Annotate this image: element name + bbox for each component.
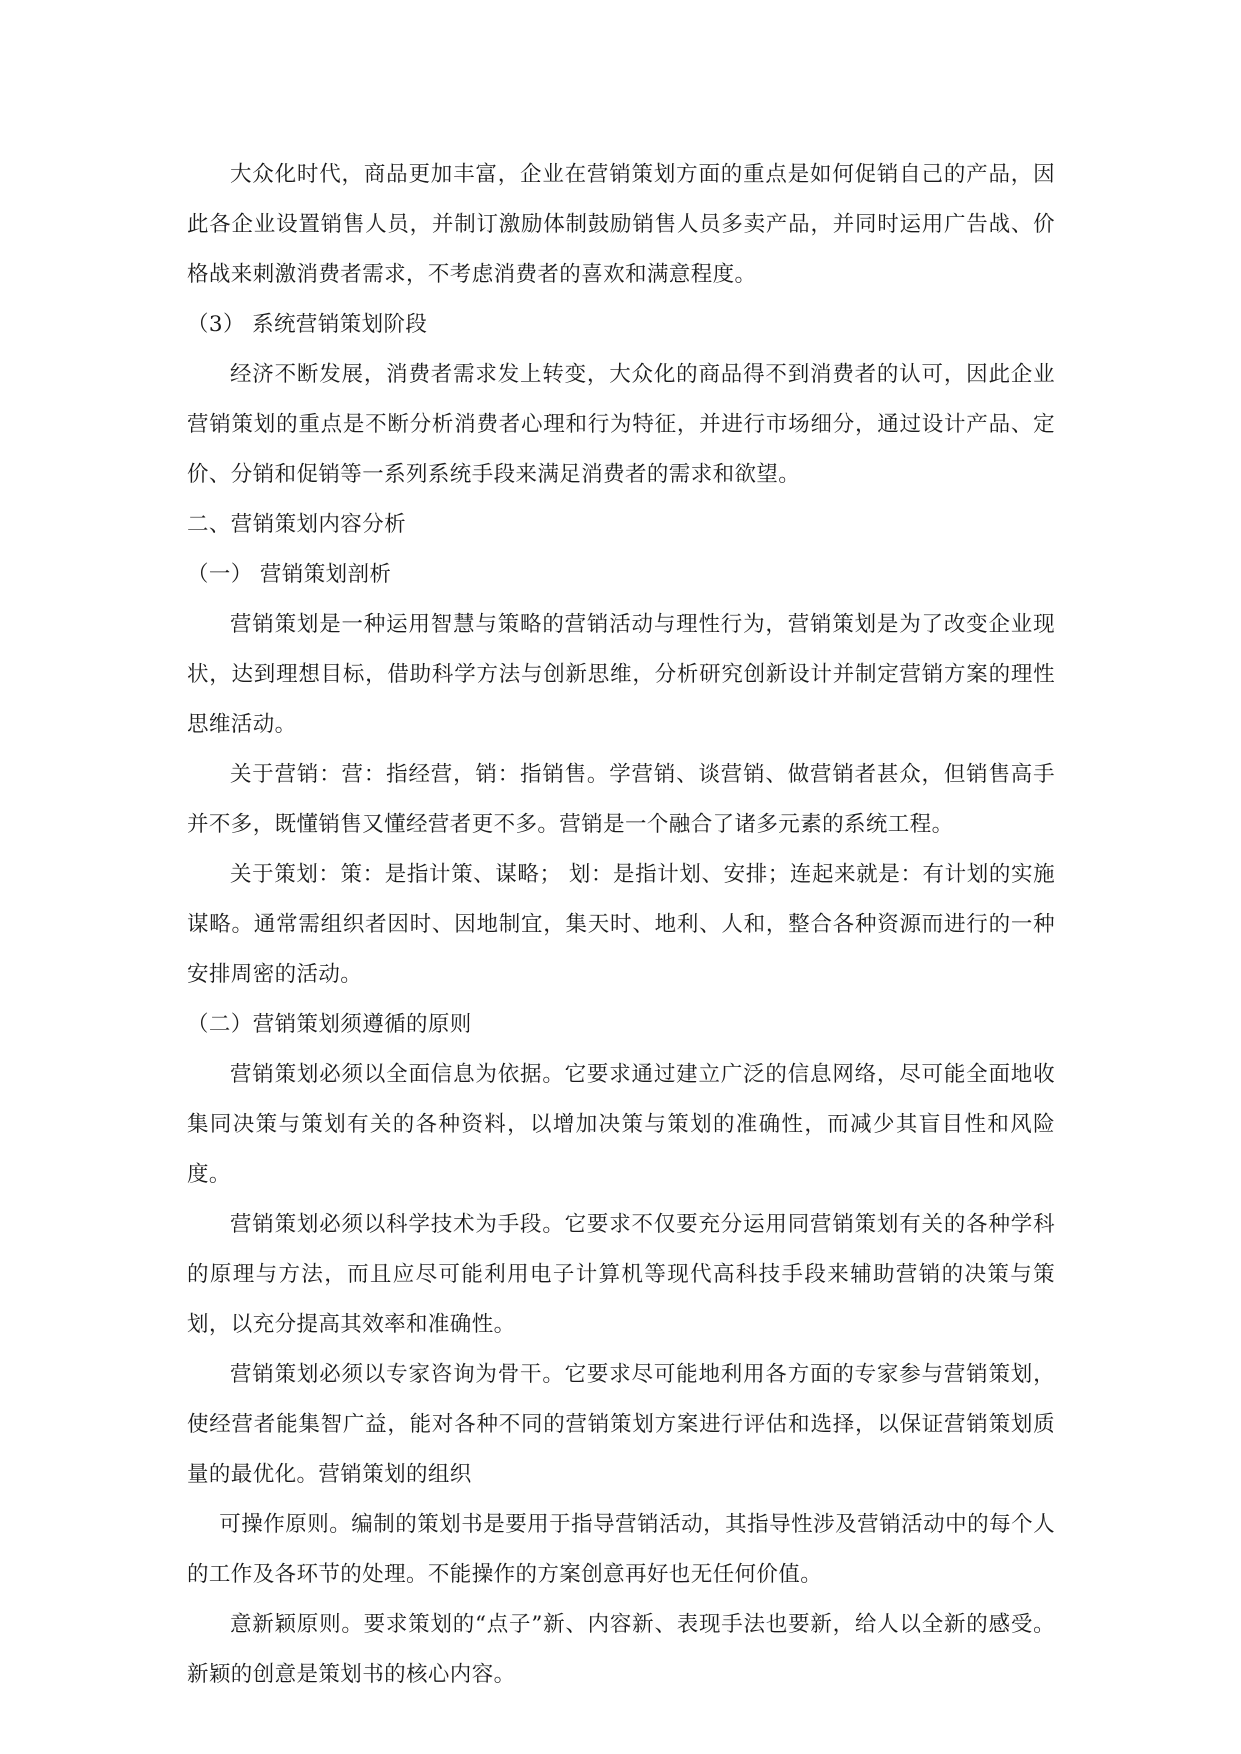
paragraph-mass-era: 大众化时代，商品更加丰富，企业在营销策划方面的重点是如何促销自己的产品，因此各企业设置销售人员，并制订激励体制鼓励销售人员多卖产品，并同时运用广告战、价格战来刺激消费者需求，不考虑消费者的喜欢和满意程度。 [187, 162, 1055, 287]
paragraph-about-marketing: 关于营销：营：指经营，销：指销售。学营销、谈营销、做营销者甚众，但销售高手并不多，既懂销售又懂经营者更不多。营销是一个融合了诸多元素的系统工程。 [187, 762, 1055, 837]
heading-system-marketing-stage: （3） 系统营销策划阶段 [187, 312, 428, 337]
paragraph-principle-experts: 营销策划必须以专家咨询为骨干。它要求尽可能地利用各方面的专家参与营销策划，使经营者能集智广益，能对各种不同的营销策划方案进行评估和选择，以保证营销策划质量的最优化。营销策划的组织 [187, 1362, 1055, 1487]
heading-section-two: 二、营销策划内容分析 [187, 512, 407, 537]
paragraph-principle-operable: 可操作原则。编制的策划书是要用于指导营销活动，其指导性涉及营销活动中的每个人的工作及各环节的处理。不能操作的方案创意再好也无任何价值。 [187, 1512, 1055, 1587]
paragraph-about-planning: 关于策划：策：是指计策、谋略； 划：是指计划、安排；连起来就是：有计划的实施谋略。通常需组织者因时、因地制宜，集天时、地利、人和，整合各种资源而进行的一种安排周密的活动。 [187, 862, 1055, 987]
heading-subsection-one: （一） 营销策划剖析 [187, 562, 392, 587]
paragraph-principle-information: 营销策划必须以全面信息为依据。它要求通过建立广泛的信息网络，尽可能全面地收集同决策与策划有关的各种资料，以增加决策与策划的准确性，而减少其盲目性和风险度。 [187, 1062, 1055, 1187]
heading-subsection-two: （二）营销策划须遵循的原则 [187, 1012, 472, 1037]
document-page [187, 150, 1055, 1700]
paragraph-principle-novelty: 意新颖原则。要求策划的“点子”新、内容新、表现手法也要新，给人以全新的感受。新颖的创意是策划书的核心内容。 [187, 1612, 1055, 1687]
paragraph-economic-development: 经济不断发展，消费者需求发上转变，大众化的商品得不到消费者的认可，因此企业营销策划的重点是不断分析消费者心理和行为特征，并进行市场细分，通过设计产品、定价、分销和促销等一系列系统手段来满足消费者的需求和欲望。 [187, 362, 1055, 487]
paragraph-definition: 营销策划是一种运用智慧与策略的营销活动与理性行为，营销策划是为了改变企业现状，达到理想目标，借助科学方法与创新思维，分析研究创新设计并制定营销方案的理性思维活动。 [187, 612, 1055, 737]
paragraph-principle-technology: 营销策划必须以科学技术为手段。它要求不仅要充分运用同营销策划有关的各种学科的原理与方法，而且应尽可能利用电子计算机等现代高科技手段来辅助营销的决策与策划，以充分提高其效率和准确性。 [187, 1212, 1055, 1337]
